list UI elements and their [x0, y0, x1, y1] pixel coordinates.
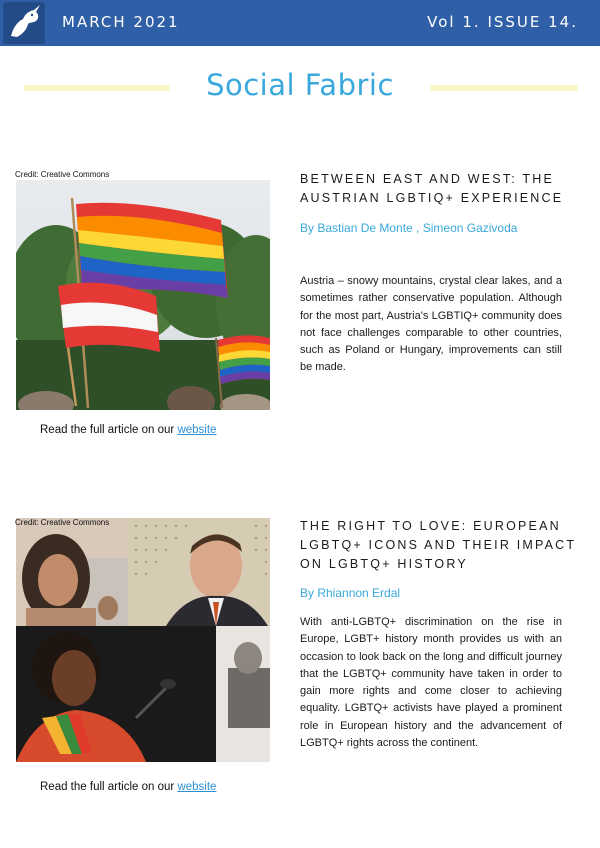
- pride-flags-photo: [16, 180, 270, 410]
- lgbtq-icons-collage: [16, 518, 270, 762]
- unicorn-logo-icon: [3, 2, 45, 44]
- website-link[interactable]: website: [177, 424, 217, 436]
- image-credit: Credit: Creative Commons: [15, 170, 110, 179]
- website-link[interactable]: website: [177, 781, 217, 793]
- read-more-line: [40, 781, 216, 793]
- newsletter-header: [0, 0, 600, 46]
- title-block: [0, 68, 600, 108]
- article-byline: By Rhiannon Erdal: [300, 586, 401, 600]
- issue-number: Vol 1. ISSUE 14.: [427, 13, 578, 31]
- read-more-line: [40, 424, 216, 436]
- article-body: Austria – snowy mountains, crystal clear lakes, and a sometimes rather conservative population. Although for the most part, Austria's LGBTIQ+ community does not face challenges comparable to other countries, such as Poland or Hungary, improvements can still be made.: [300, 275, 562, 374]
- read-more-text: Read the full article on our: [40, 424, 178, 436]
- image-credit: Credit: Creative Commons: [15, 518, 110, 527]
- article-title: BETWEEN EAST AND WEST: THE AUSTRIAN LGBTIQ+ EXPERIENCE: [300, 172, 564, 205]
- article-title: THE RIGHT TO LOVE: EUROPEAN LGBTQ+ ICONS AND THEIR IMPACT ON LGBTQ+ HISTORY: [300, 519, 576, 571]
- article-body: With anti-LGBTQ+ discrimination on the rise in Europe, LGBT+ history month provides us with an occasion to look back on the long and difficult journey that the LGBTQ+ community have taken in order to gain more rights and come closer to achieving equality. LGBTQ+ activists have played a prominent role in European history and the advancement of LGBTQ+ rights across the continent.: [300, 616, 562, 750]
- page-title: Social Fabric: [206, 68, 394, 102]
- article-byline: By Bastian De Monte , Simeon Gazivoda: [300, 221, 518, 235]
- issue-date: MARCH 2021: [62, 13, 180, 31]
- read-more-text: Read the full article on our: [40, 781, 178, 793]
